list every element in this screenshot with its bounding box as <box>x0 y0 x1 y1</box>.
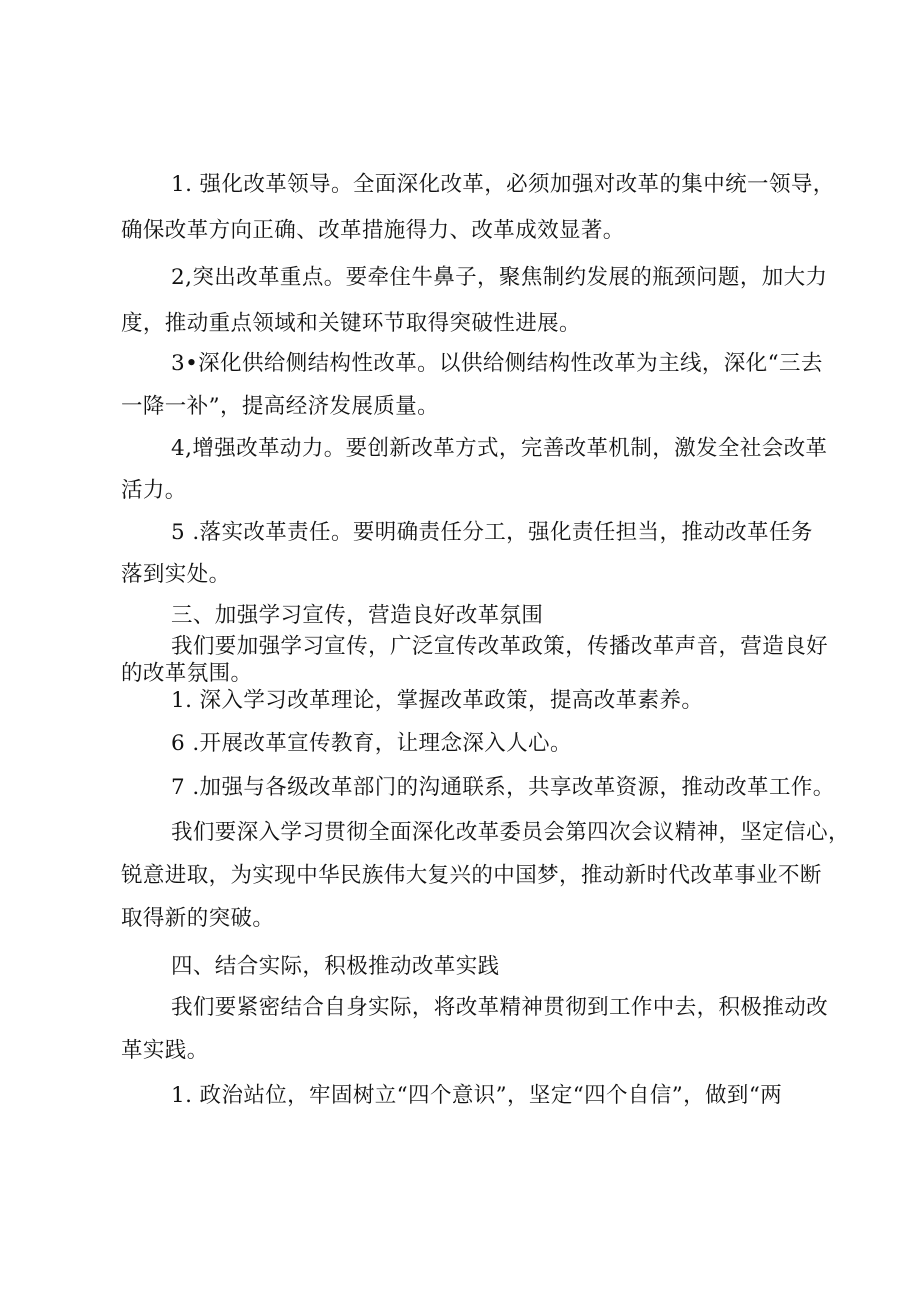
item-2-line-1: 2,突出改革重点。要牵住牛鼻子，聚焦制约发展的瓶颈问题，加大力 <box>171 265 828 290</box>
section-3-heading: 三、加强学习宣传，营造良好改革氛围 <box>171 603 544 628</box>
item-1-line-1: 1. 强化改革领导。全面深化改革，必须加强对改革的集中统一领导， <box>171 172 835 197</box>
section-3-item-6: 6 .开展改革宣传教育，让理念深入人心。 <box>171 731 572 756</box>
item-3-line-2: 一降一补”，提高经济发展质量。 <box>121 394 439 419</box>
section-4-heading: 四、结合实际，积极推动改革实践 <box>171 954 500 979</box>
section-3-intro-line-2: 的改革氛围。 <box>121 661 253 686</box>
item-1-line-2: 确保改革方向正确、改革措施得力、改革成效显著。 <box>121 218 625 243</box>
section-3-item-1: 1. 深入学习改革理论，掌握改革政策，提高改革素养。 <box>171 688 704 713</box>
summary-line-1: 我们要深入学习贯彻全面深化改革委员会第四次会议精神，坚定信心， <box>171 820 850 845</box>
item-4-line-2: 活力。 <box>121 478 187 503</box>
item-4-line-1: 4,增强改革动力。要创新改革方式，完善改革机制，激发全社会改革 <box>171 436 828 461</box>
item-3-line-1: 3•深化供给侧结构性改革。以供给侧结构性改革为主线，深化“三去 <box>171 351 823 376</box>
summary-line-2: 锐意进取，为实现中华民族伟大复兴的中国梦，推动新时代改革事业不断 <box>121 863 822 888</box>
item-2-line-2: 度，推动重点领域和关键环节取得突破性进展。 <box>121 311 581 336</box>
section-3-item-7: 7 .加强与各级改革部门的沟通联系，共享改革资源，推动改革工作。 <box>171 775 835 800</box>
item-5-line-2: 落到实处。 <box>121 562 231 587</box>
item-5-line-1: 5 .落实改革责任。要明确责任分工，强化责任担当，推动改革任务 <box>171 520 813 545</box>
section-4-intro-line-1: 我们要紧密结合自身实际，将改革精神贯彻到工作中去，积极推动改 <box>171 995 829 1020</box>
section-3-intro-line-1: 我们要加强学习宣传，广泛宣传改革政策，传播改革声音，营造良好 <box>171 634 829 659</box>
section-4-intro-line-2: 革实践。 <box>121 1038 209 1063</box>
section-4-item-1: 1. 政治站位，牢固树立“四个意识”，坚定“四个自信”，做到“两 <box>171 1083 783 1108</box>
summary-line-3: 取得新的突破。 <box>121 906 275 931</box>
